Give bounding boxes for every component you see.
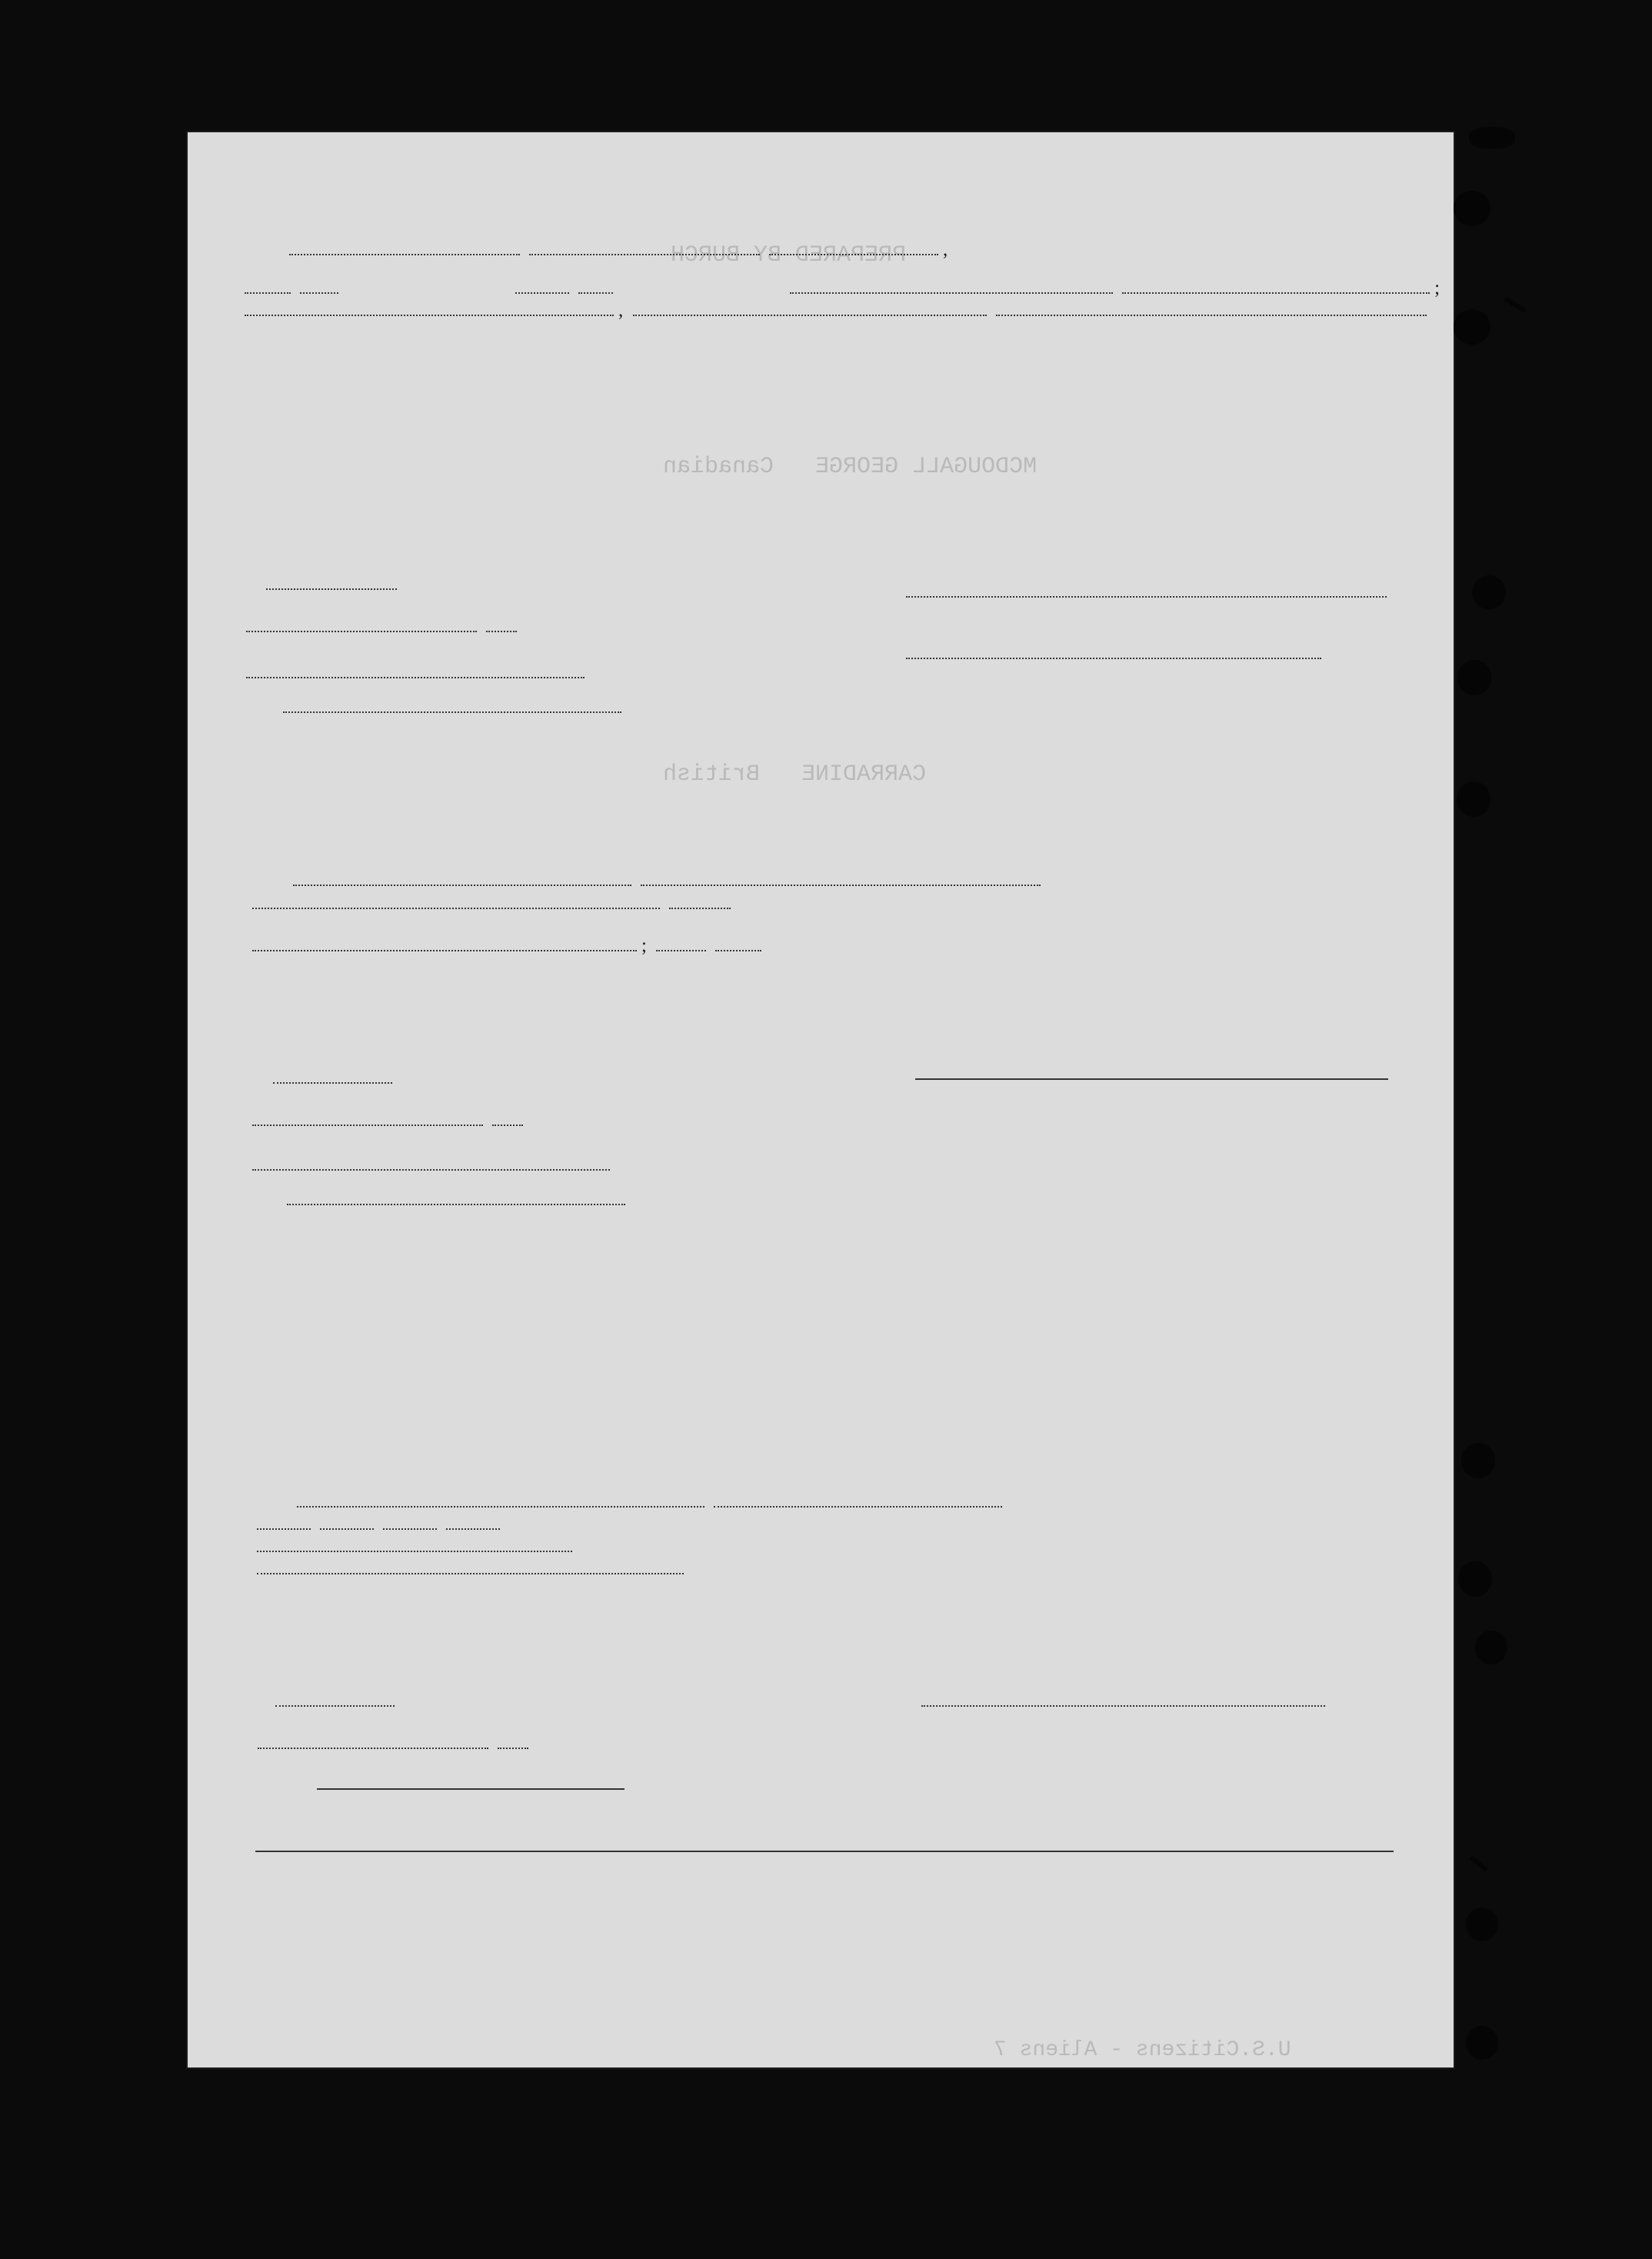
- section-2-body: ;: [248, 935, 1447, 957]
- ink-mark: [1504, 297, 1527, 312]
- day-line-3: [253, 1732, 533, 1755]
- binder-hole: [1454, 309, 1490, 345]
- sworn-line-3: [271, 1690, 399, 1713]
- at-line-2: [248, 1154, 615, 1177]
- ink-mark: [1470, 1855, 1488, 1871]
- footer-rule: [255, 1851, 1394, 1852]
- master-sig-line: [917, 1690, 1330, 1713]
- sworn-line-1: [261, 573, 401, 596]
- binder-hole: [1475, 1631, 1507, 1664]
- bleed-through-text: PREPARED BY BURCH: [671, 242, 907, 268]
- bleed-through-text: U.S.Citizens - Aliens 7: [994, 2038, 1291, 2062]
- section-3-line-4: [252, 1558, 688, 1581]
- binder-hole: [1466, 1907, 1498, 1941]
- bleed-through-text: CARRADINE British: [663, 761, 927, 788]
- manifest-page: [186, 131, 1455, 2069]
- section-1-body: ; ,: [240, 277, 1440, 322]
- binder-hole: [1472, 575, 1506, 609]
- bleed-through-text: MCDOUGALL GEORGE Canadian: [663, 454, 1037, 480]
- section-2-line-1: [288, 869, 1045, 892]
- section-3-line-1: [292, 1491, 1007, 1514]
- inspector-sig-line: [278, 696, 626, 719]
- sig-line-2: [915, 1063, 1388, 1086]
- officer-sig-line: [901, 642, 1326, 665]
- binder-hole: [1466, 2026, 1498, 2060]
- binder-hole: [1457, 781, 1490, 817]
- binder-hole: [1457, 660, 1491, 695]
- sworn-line-2: [268, 1067, 397, 1090]
- binder-hole: [1454, 191, 1490, 226]
- inspector-sig-line-2: [282, 1188, 630, 1211]
- section-2-line-2: [248, 892, 735, 915]
- day-line-1: [241, 615, 521, 638]
- ink-mark: [1469, 127, 1515, 148]
- collector-sig-line: [317, 1773, 624, 1796]
- day-line-2: [248, 1109, 528, 1132]
- section-3-line-3: [252, 1535, 577, 1558]
- officer-sig-line-top: [901, 581, 1391, 604]
- binder-hole: [1458, 1561, 1492, 1597]
- binder-hole: [1461, 1443, 1495, 1478]
- section-3-line-2: [252, 1513, 505, 1536]
- section-1-line-1: ,: [285, 238, 948, 262]
- at-line-1: [241, 661, 589, 685]
